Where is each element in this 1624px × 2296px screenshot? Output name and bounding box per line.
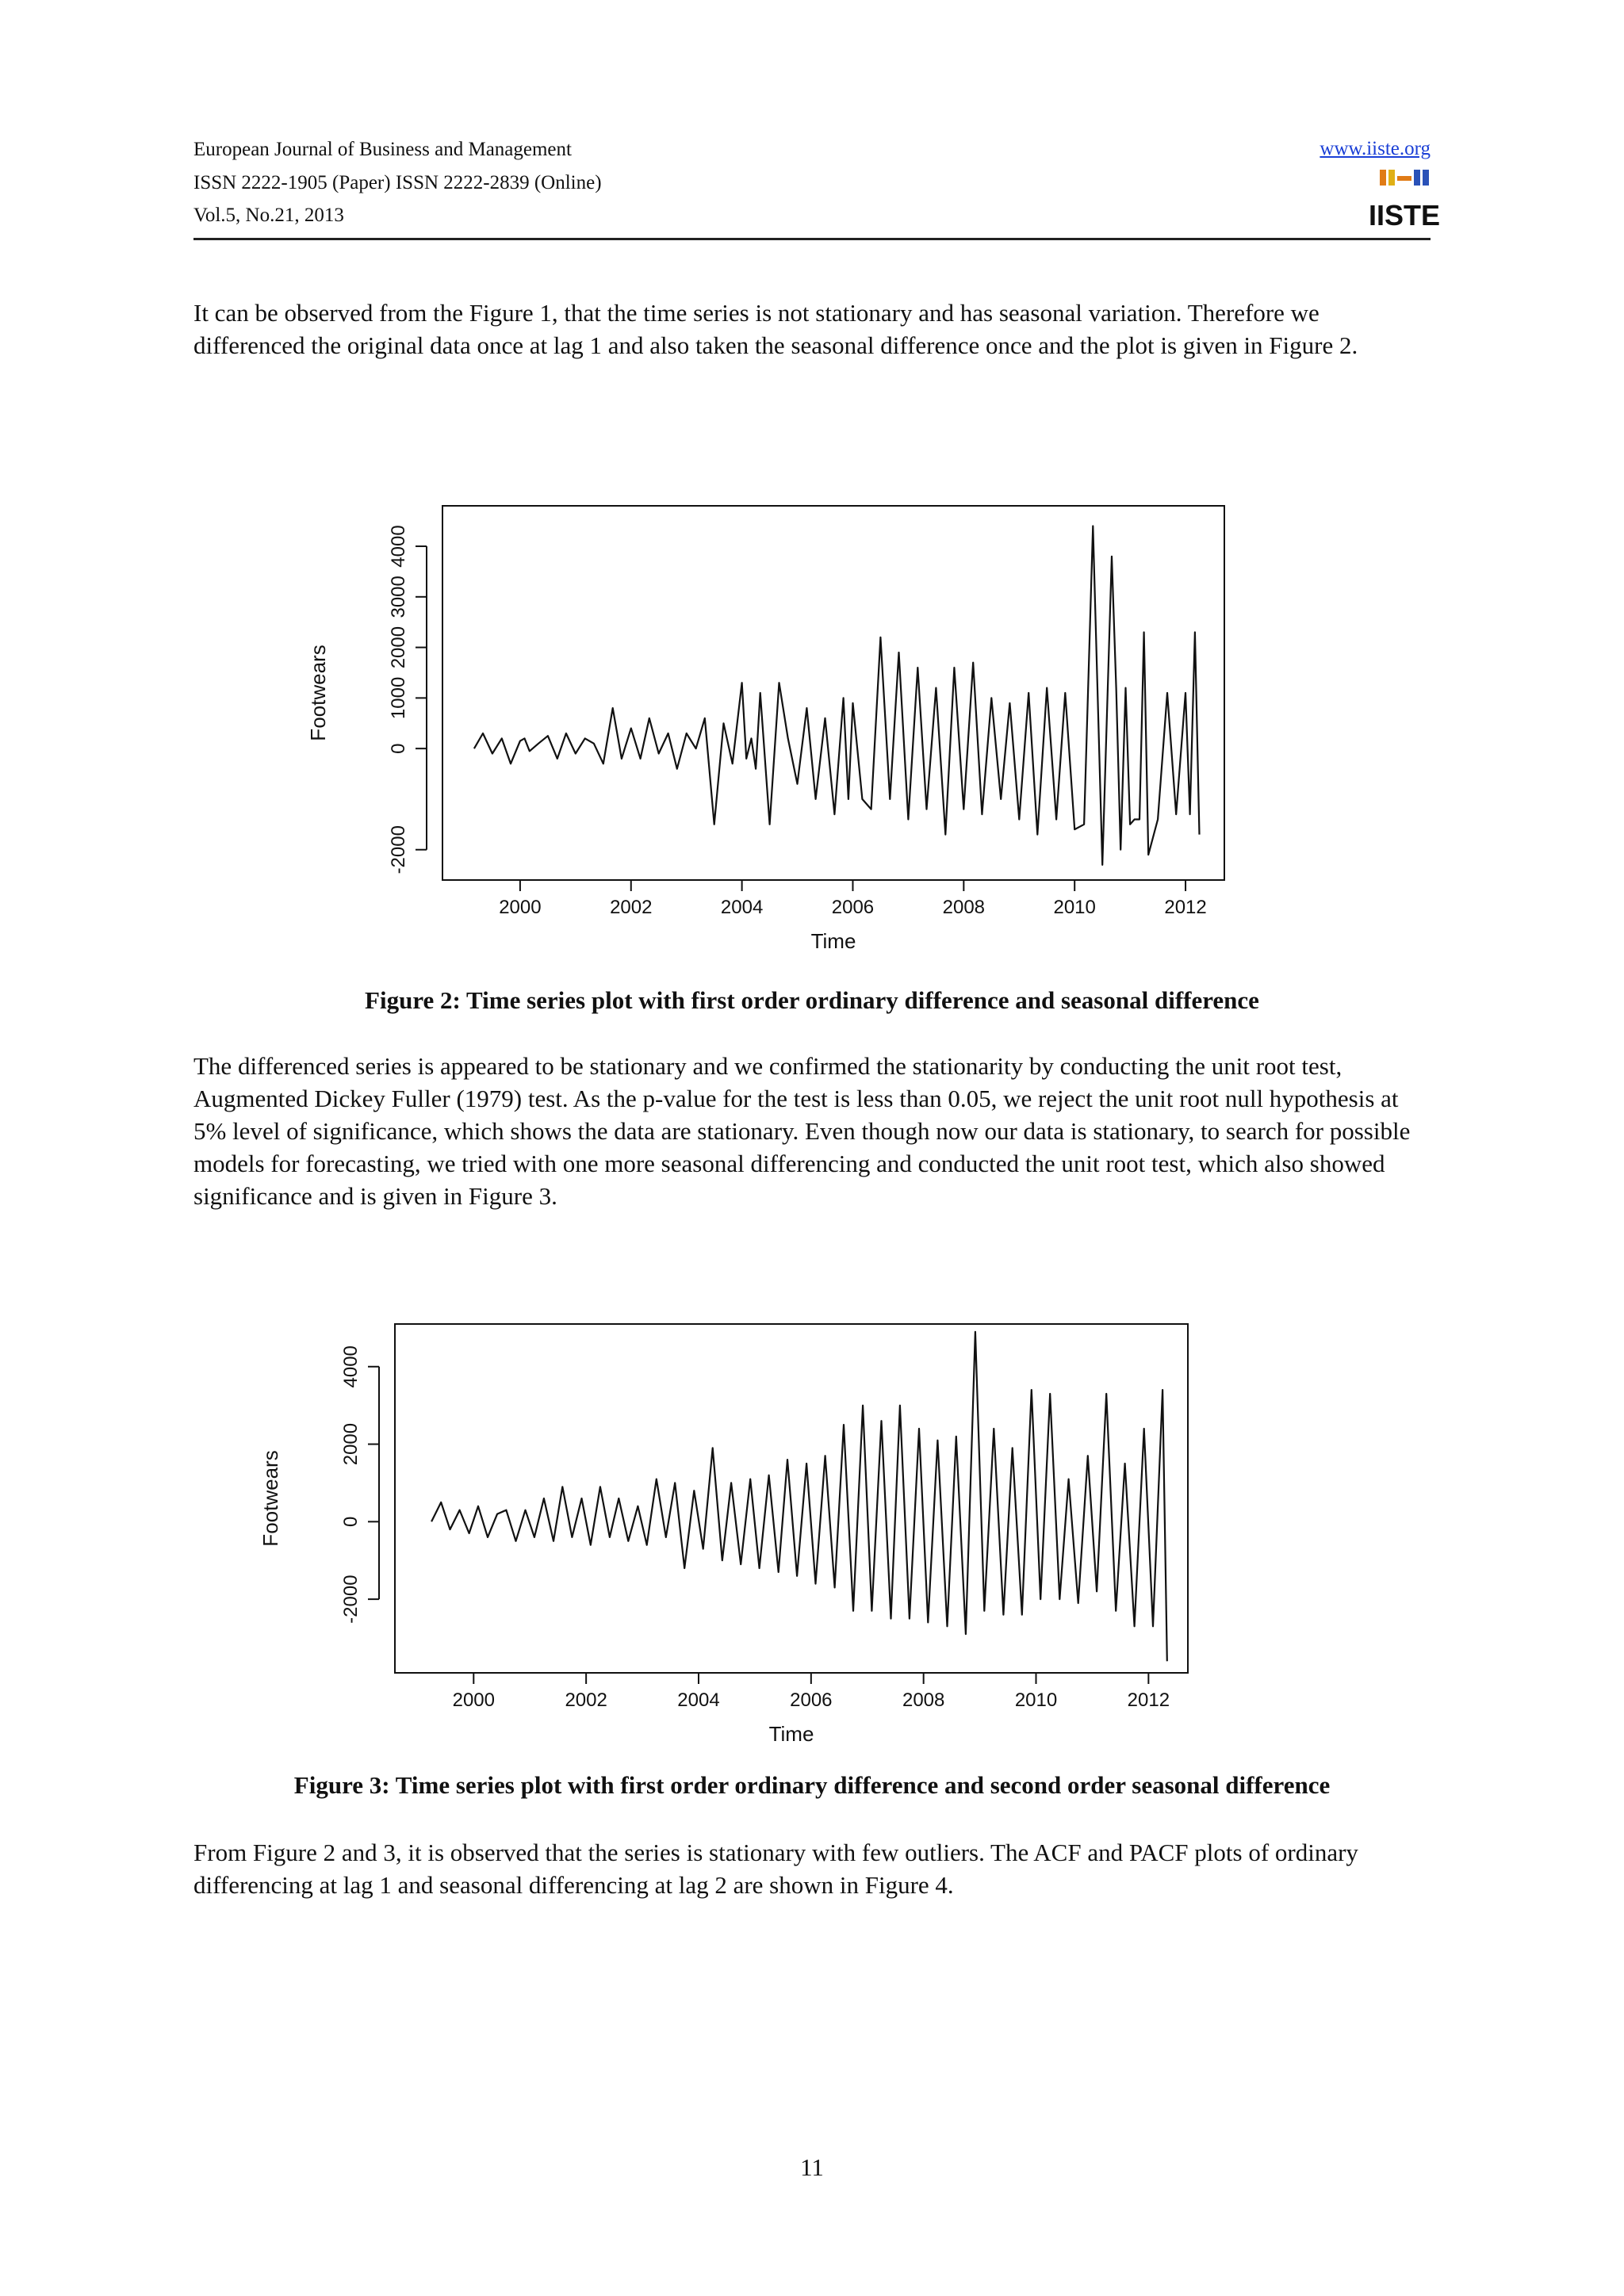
x-tick-label: 2002 [565,1689,607,1711]
y-tick-label: 2000 [340,1422,362,1466]
paragraph-acf-pacf: From Figure 2 and 3, it is observed that the series is stationary with few outliers. The ACF and PACF plots of ordinary differencing at lag 1 and seasonal differencing at lag 2 are shown in Figure 4. [193,1839,1358,1899]
svg-text:IISTE: IISTE [1368,199,1441,232]
x-tick-label: 2004 [720,897,764,918]
y-tick-label: 0 [388,743,409,754]
figure-2 [301,492,1253,967]
iiste-logo-icon [1368,168,1441,232]
figure-3-caption: Figure 3: Time series plot with first order ordinary difference and second order seasonal difference [293,1771,1331,1799]
x-tick-label: 2006 [831,897,875,918]
page-number: 11 [800,2153,824,2181]
figure-2-caption: Figure 2: Time series plot with first order ordinary difference and seasonal difference [365,986,1259,1014]
y-tick-label: 1000 [388,676,409,720]
page-header [193,133,1441,240]
x-axis-title: Time [768,1722,814,1746]
journal-name: European Journal of Business and Management [193,139,572,160]
figure-3 [254,1300,1229,1752]
y-axis-title: Footwears [306,645,330,741]
volume-line: Vol.5, No.21, 2013 [193,205,344,226]
figure-2-chart [301,492,1253,967]
paragraph-intro: It can be observed from the Figure 1, that the time series is not stationary and has seasonal variation. Therefore we differenced the original data once at lag 1 and also taken the seasonal difference once and the plot is given in Figure 2. [193,299,1358,359]
x-axis-title: Time [810,929,856,953]
series-line [431,1332,1167,1662]
x-tick-label: 2012 [1127,1689,1170,1711]
website-link[interactable]: www.iiste.org [1320,138,1431,159]
x-tick-label: 2006 [790,1689,833,1711]
y-tick-label: 3000 [388,576,409,618]
y-axis-title: Footwears [259,1450,282,1547]
y-tick-label: 0 [340,1516,362,1528]
x-tick-label: 2010 [1053,897,1096,918]
x-tick-label: 2010 [1014,1689,1058,1711]
x-tick-label: 2000 [499,897,542,918]
x-tick-label: 2008 [902,1689,945,1711]
x-tick-label: 2002 [610,897,653,918]
x-tick-label: 2004 [677,1689,720,1711]
y-tick-label: 4000 [388,525,409,568]
x-tick-label: 2012 [1164,897,1207,918]
x-tick-label: 2000 [452,1689,495,1711]
y-tick-label: 4000 [340,1345,362,1388]
issn-line: ISSN 2222-1905 (Paper) ISSN 2222-2839 (Online) [193,172,602,193]
y-tick-label: 2000 [388,626,409,669]
y-tick-label: -2000 [388,825,409,874]
y-tick-label: -2000 [340,1575,362,1624]
paragraph-stationarity: The differenced series is appeared to be stationary and we confirmed the stationarity by conducting the unit root test, Augmented Dickey Fuller (1979) test. As the p-value for the test is less than 0.05, we reject the unit root null hypothesis at 5% level of significance, which shows the data are stationary. Even though now our data is stationary, to search for possible models for forecasting, we tried with one more seasonal differencing and conducted the unit root test, which also showed significance and is given in Figure 3. [193,1052,1411,1210]
figure-3-chart [254,1300,1229,1752]
series-line [474,526,1200,865]
x-tick-label: 2008 [942,897,986,918]
